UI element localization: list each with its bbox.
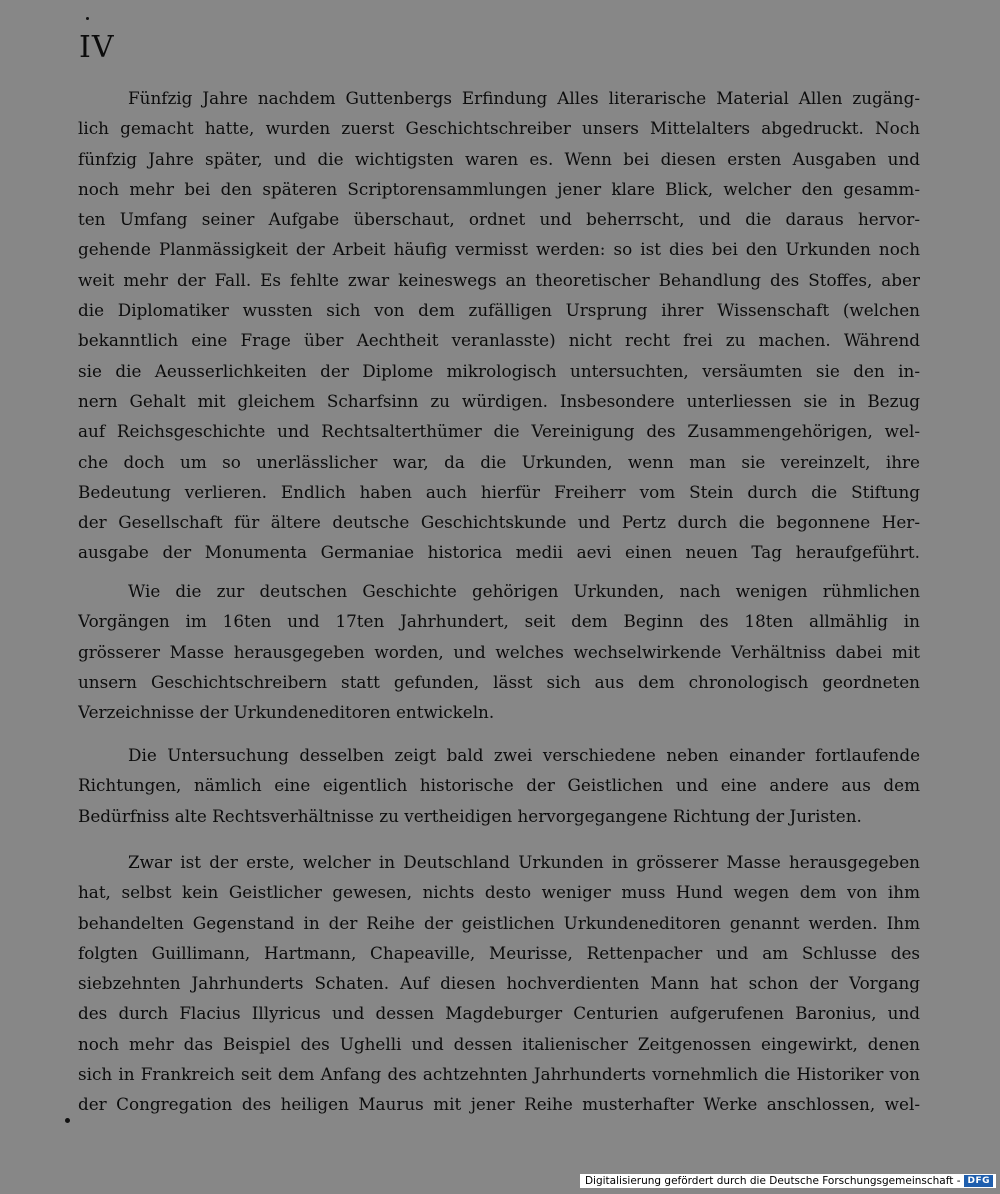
text-line: ten Umfang seiner Aufgabe überschaut, ordnet und beherrscht, und die daraus hervor- xyxy=(78,209,920,230)
text-line: des durch Flacius Illyricus und dessen Magdeburger Centurien aufgerufenen Baronius, und xyxy=(78,1003,920,1024)
paragraph-1 xyxy=(78,83,920,568)
ink-dot xyxy=(86,17,89,20)
text-line: lich gemacht hatte, wurden zuerst Geschichtschreiber unsers Mittelalters abgedruckt. Noch xyxy=(78,118,920,139)
paragraph-4 xyxy=(78,847,920,1120)
text-line: Vorgängen im 16ten und 17ten Jahrhundert, seit dem Beginn des 18ten allmählig in xyxy=(78,611,920,632)
text-line: ausgabe der Monumenta Germaniae historica medii aevi einen neuen Tag heraufgeführt. xyxy=(78,542,920,563)
text-line: Verzeichnisse der Urkundeneditoren entwickeln. xyxy=(78,702,495,723)
text-line: noch mehr bei den späteren Scriptorensammlungen jener klare Blick, welcher den gesamm- xyxy=(78,178,920,199)
text-line: weit mehr der Fall. Es fehlte zwar keineswegs an theoretischer Behandlung des Stoffes, aber xyxy=(78,269,920,290)
page-number: IV xyxy=(79,30,115,65)
text-line: der Gesellschaft für ältere deutsche Geschichtskunde und Pertz durch die begonnene Her- xyxy=(78,512,920,533)
text-line: nern Gehalt mit gleichem Scharfsinn zu würdigen. Insbesondere unterliessen sie in Bezug xyxy=(78,390,920,411)
text-line: gehende Planmässigkeit der Arbeit häufig vermisst werden: so ist dies bei den Urkunden noch xyxy=(78,239,920,260)
text-line: Die Untersuchung desselben zeigt bald zwei verschiedene neben einander fortlaufende xyxy=(128,745,920,765)
dfg-logo: DFG xyxy=(964,1175,993,1187)
footer-text: Digitalisierung gefördert durch die Deutsche Forschungsgemeinschaft - xyxy=(584,1175,961,1187)
text-line: fünfzig Jahre später, und die wichtigsten waren es. Wenn bei diesen ersten Ausgaben und xyxy=(78,148,920,169)
text-line: hat, selbst kein Geistlicher gewesen, nichts desto weniger muss Hund wegen dem von ihm xyxy=(78,882,920,903)
paragraph-3 xyxy=(78,740,920,831)
text-line: der Congregation des heiligen Maurus mit jener Reihe musterhafter Werke anschlossen, wel- xyxy=(78,1094,920,1115)
text-line: Fünfzig Jahre nachdem Guttenbergs Erfindung Alles literarische Material Allen zugäng- xyxy=(128,88,920,108)
text-line: bekanntlich eine Frage über Aechtheit veranlasste) nicht recht frei zu machen. Während xyxy=(78,330,920,351)
text-line: auf Reichsgeschichte und Rechtsalterthümer die Vereinigung des Zusammengehörigen, wel- xyxy=(78,421,920,442)
text-line: unsern Geschichtschreibern statt gefunden, lässt sich aus dem chronologisch geordneten xyxy=(78,671,920,692)
text-line: sich in Frankreich seit dem Anfang des achtzehnten Jahrhunderts vornehmlich die Historiker von xyxy=(78,1064,920,1085)
text-line: noch mehr das Beispiel des Ughelli und dessen italienischer Zeitgenossen eingewirkt, denen xyxy=(78,1033,920,1054)
text-line: grösserer Masse herausgegeben worden, und welches wechselwirkende Verhältniss dabei mit xyxy=(78,641,920,662)
text-line: Zwar ist der erste, welcher in Deutschland Urkunden in grösserer Masse herausgegeben xyxy=(128,852,920,872)
text-line: die Diplomatiker wussten sich von dem zufälligen Ursprung ihrer Wissenschaft (welchen xyxy=(78,300,920,321)
funding-footer xyxy=(580,1174,996,1188)
text-line: siebzehnten Jahrhunderts Schaten. Auf diesen hochverdienten Mann hat schon der Vorgang xyxy=(78,973,920,994)
text-line: Bedürfniss alte Rechtsverhältnisse zu vertheidigen hervorgegangene Richtung der Juristen. xyxy=(78,805,862,826)
text-line: che doch um so unerlässlicher war, da die Urkunden, wenn man sie vereinzelt, ihre xyxy=(78,451,920,472)
text-line: Wie die zur deutschen Geschichte gehörigen Urkunden, nach wenigen rühmlichen xyxy=(128,581,920,601)
text-line: Richtungen, nämlich eine eigentlich historische der Geistlichen und eine andere aus dem xyxy=(78,775,920,796)
ink-dot xyxy=(65,1118,70,1123)
text-line: Bedeutung verlieren. Endlich haben auch hierfür Freiherr vom Stein durch die Stiftung xyxy=(78,481,920,502)
text-line: folgten Guillimann, Hartmann, Chapeaville, Meurisse, Rettenpacher und am Schlusse des xyxy=(78,942,920,963)
paragraph-2 xyxy=(78,576,920,727)
text-line: sie die Aeusserlichkeiten der Diplome mikrologisch untersuchten, versäumten sie den in- xyxy=(78,360,920,381)
text-line: behandelten Gegenstand in der Reihe der geistlichen Urkundeneditoren genannt werden. Ihm xyxy=(78,912,920,933)
